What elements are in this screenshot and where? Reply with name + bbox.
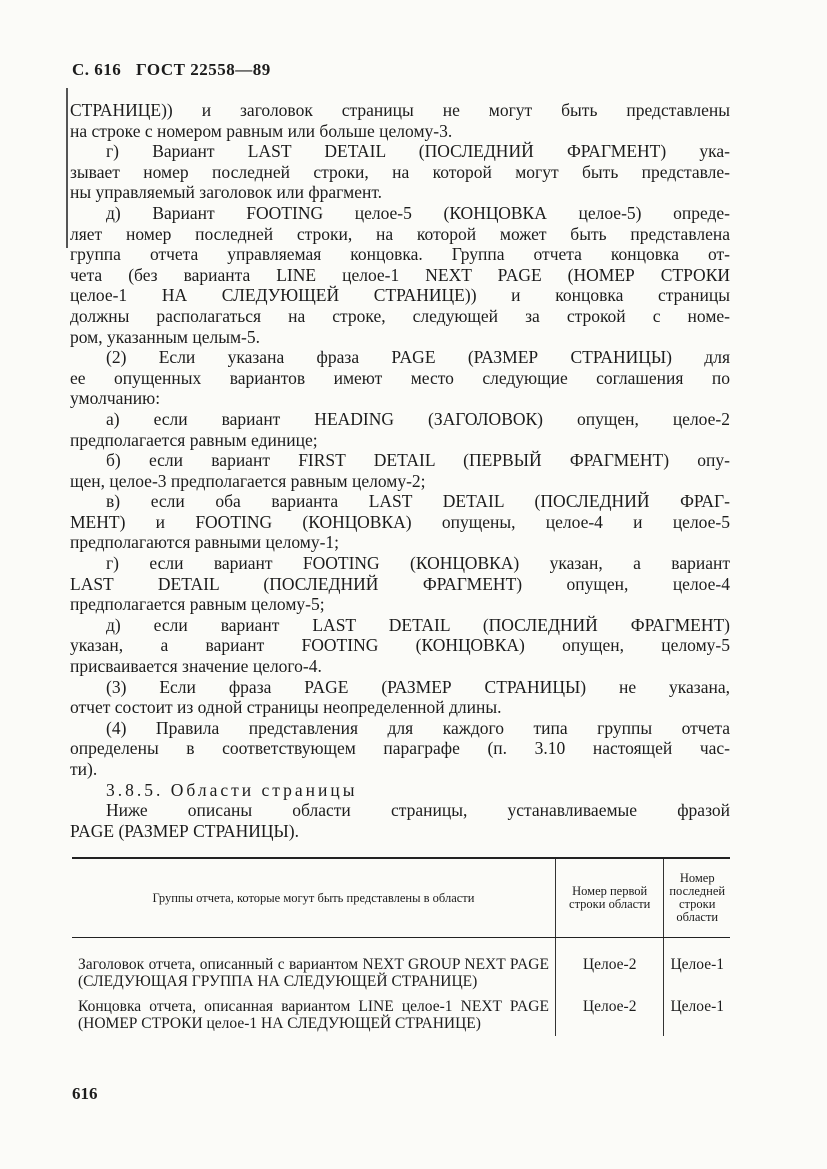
page-areas-table xyxy=(72,857,730,1036)
table-cell-last: Целое-1 xyxy=(664,994,730,1036)
text-line: д) если вариант LAST DETAIL (ПОСЛЕДНИЙ ФРАГМЕНТ) xyxy=(106,614,730,635)
margin-change-bar xyxy=(66,88,68,248)
text-line: целое-1 НА СЛЕДУЮЩЕЙ СТРАНИЦЕ)) и концовка страницы xyxy=(70,285,730,306)
text-line: СТРАНИЦЕ)) и заголовок страницы не могут быть представлены xyxy=(70,100,730,120)
table-header-last-line: Номер последней строки области xyxy=(664,858,730,938)
page-header xyxy=(72,60,281,80)
text-line: предполагается равным целому-5; xyxy=(70,594,325,615)
text-line: в) если оба варианта LAST DETAIL (ПОСЛЕДНИЙ ФРАГ- xyxy=(106,491,730,512)
table-cell-last: Целое-1 xyxy=(664,938,730,995)
table-row xyxy=(72,938,730,995)
text-line: группа отчета управляемая концовка. Группа отчета концовка от- xyxy=(70,244,730,265)
table-header-row xyxy=(72,858,730,938)
text-line: б) если вариант FIRST DETAIL (ПЕРВЫЙ ФРАГМЕНТ) опу- xyxy=(106,450,730,471)
text-line: должны располагаться на строке, следующей за строкой с номе- xyxy=(70,305,730,326)
text-line: МЕНТ) и FOOTING (КОНЦОВКА) опущены, целое-4 и целое-5 xyxy=(70,511,730,532)
text-line: Ниже описаны области страницы, устанавливаемые фразой xyxy=(106,800,730,821)
text-line: ром, указанным целым-5. xyxy=(70,326,261,347)
page-label: С. 616 xyxy=(72,60,122,79)
table-header-groups: Группы отчета, которые могут быть представлены в области xyxy=(72,858,555,938)
text-line: на строке с номером равным или больше целому-3. xyxy=(70,120,453,141)
text-line: отчет состоит из одной страницы неопределенной длины. xyxy=(70,697,502,718)
text-line: (4) Правила представления для каждого типа группы отчета xyxy=(106,717,730,738)
text-line: г) если вариант FOOTING (КОНЦОВКА) указан, а вариант xyxy=(106,553,730,574)
text-line: указан, а вариант FOOTING (КОНЦОВКА) опущен, целому-5 xyxy=(70,635,730,656)
section-heading: 3.8.5. Области страницы xyxy=(106,779,358,800)
text-line: PAGE (РАЗМЕР СТРАНИЦЫ). xyxy=(70,820,299,841)
text-line: ляет номер последней строки, на которой может быть представлена xyxy=(70,223,730,244)
standard-number: ГОСТ 22558—89 xyxy=(136,60,271,79)
text-line: ти). xyxy=(70,759,98,779)
table-header-first-line: Номер первой строки области xyxy=(555,858,664,938)
text-line: (3) Если фраза PAGE (РАЗМЕР СТРАНИЦЫ) не указана, xyxy=(106,676,730,697)
body-text xyxy=(70,100,730,841)
text-line: ны управляемый заголовок или фрагмент. xyxy=(70,182,383,203)
text-line: а) если вариант HEADING (ЗАГОЛОВОК) опущен, целое-2 xyxy=(106,408,730,429)
page-number: 616 xyxy=(72,1084,98,1103)
text-line: LAST DETAIL (ПОСЛЕДНИЙ ФРАГМЕНТ) опущен, целое-4 xyxy=(70,573,730,594)
text-line: предполагается равным единице; xyxy=(70,429,318,450)
text-line: умолчанию: xyxy=(70,388,161,409)
table-row xyxy=(72,994,730,1036)
table-cell-group: Концовка отчета, описанная вариантом LINE целое-1 NEXT PAGE (НОМЕР СТРОКИ целое-1 НА СЛЕДУЮЩЕЙ СТРАНИЦЕ) xyxy=(78,998,549,1032)
table-cell-first: Целое-2 xyxy=(555,938,664,995)
text-line: г) Вариант LAST DETAIL (ПОСЛЕДНИЙ ФРАГМЕНТ) ука- xyxy=(106,141,730,162)
text-line: присваивается значение целого-4. xyxy=(70,656,322,677)
table-cell-first: Целое-2 xyxy=(555,994,664,1036)
text-line: щен, целое-3 предполагается равным целому-2; xyxy=(70,470,426,491)
text-line: определены в соответствующем параграфе (п. 3.10 настоящей час- xyxy=(70,738,730,759)
text-line: д) Вариант FOOTING целое-5 (КОНЦОВКА целое-5) опреде- xyxy=(106,202,730,223)
text-line: (2) Если указана фраза PAGE (РАЗМЕР СТРАНИЦЫ) для xyxy=(106,347,730,368)
text-line: чета (без варианта LINE целое-1 NEXT PAGE (НОМЕР СТРОКИ xyxy=(70,264,730,285)
text-line: ее опущенных вариантов имеют место следующие соглашения по xyxy=(70,367,730,388)
table-cell-group: Заголовок отчета, описанный с вариантом NEXT GROUP NEXT PAGE (СЛЕДУЮЩАЯ ГРУППА НА СЛЕДУЮЩЕЙ СТРАНИЦЕ) xyxy=(78,956,549,990)
text-line: зывает номер последней строки, на которой могут быть представле- xyxy=(70,161,730,182)
text-line: предполагаются равными целому-1; xyxy=(70,532,340,553)
